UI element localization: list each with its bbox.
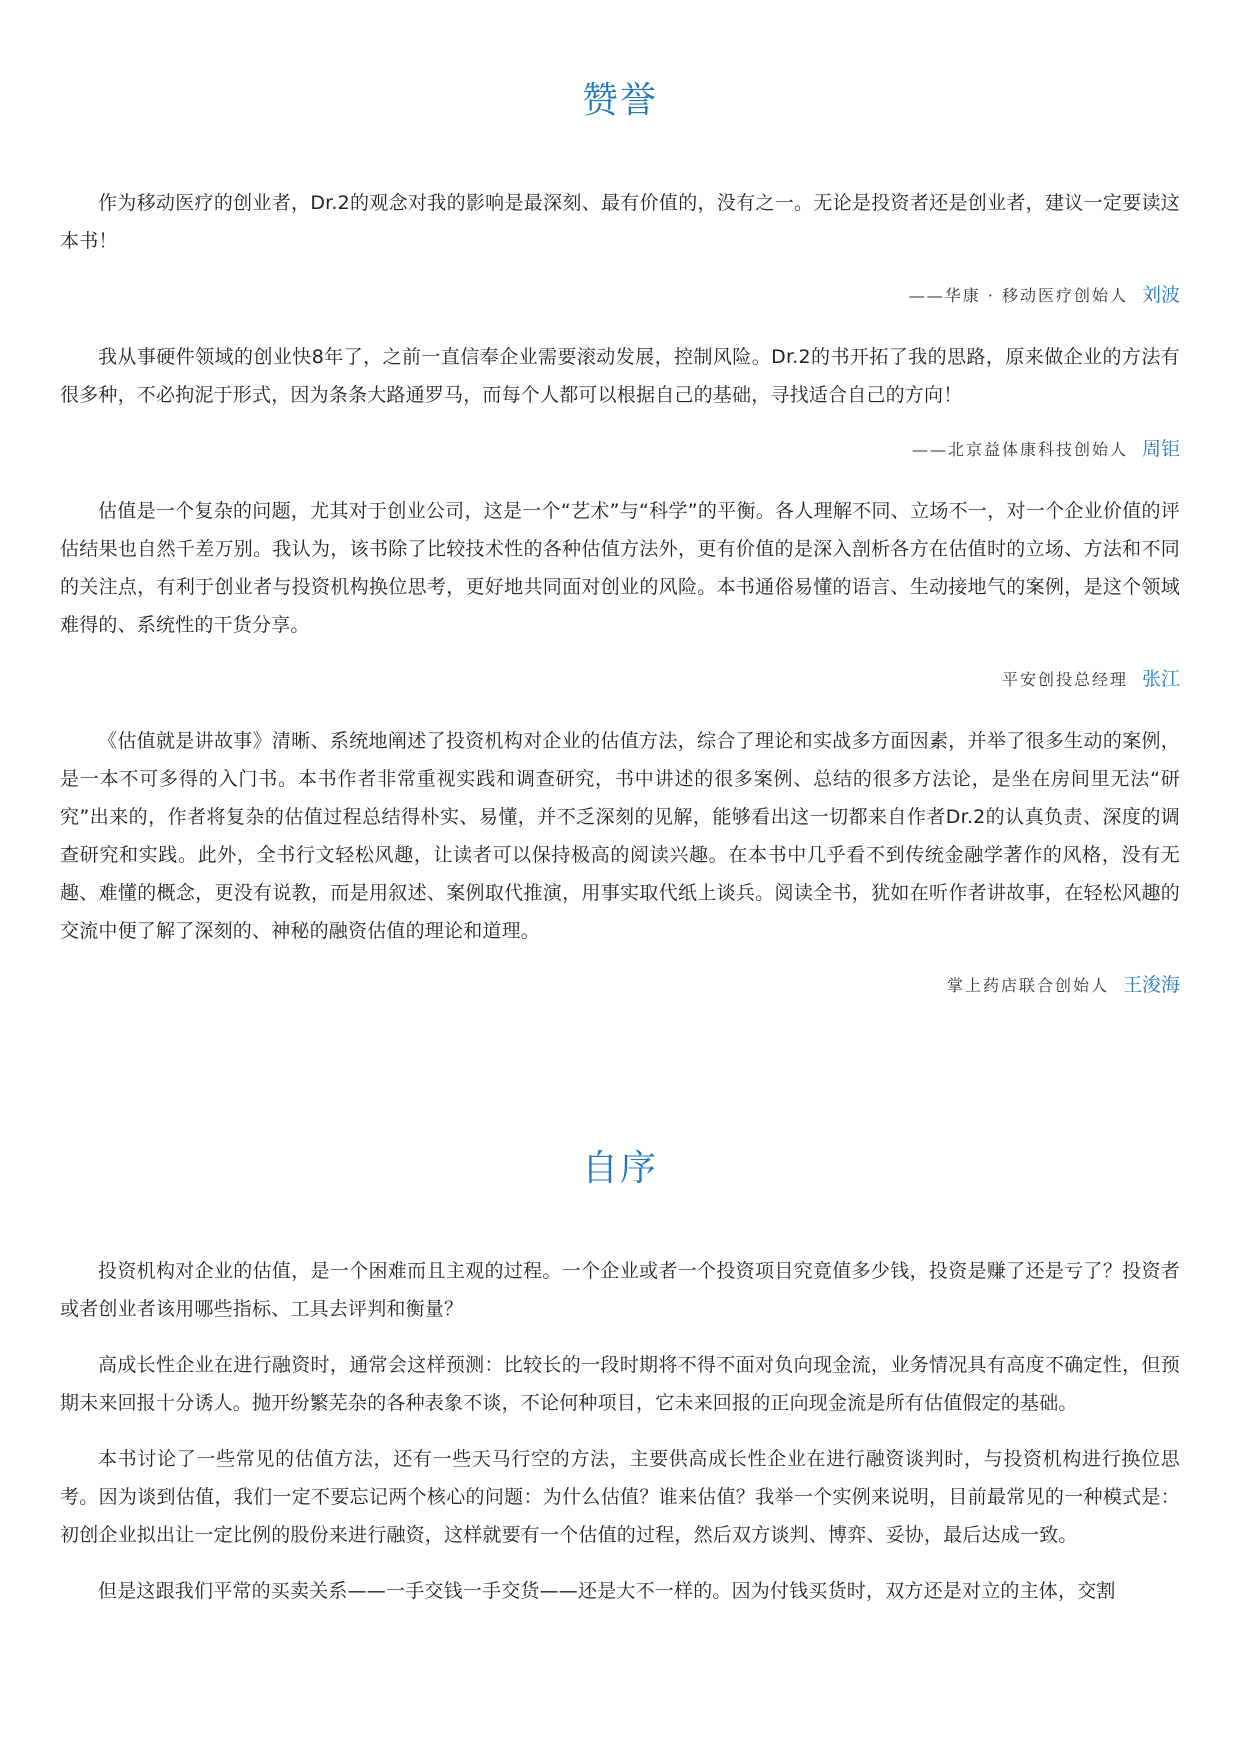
attribution-role: 掌上药店联合创始人 [946,976,1109,995]
preface-paragraph: 高成长性企业在进行融资时，通常会这样预测：比较长的一段时期将不得不面对负向现金流，业务情况具有高度不确定性，但预期未来回报十分诱人。抛开纷繁芜杂的各种表象不谈，不论何种项目，它未来回报的正向现金流是所有估值假定的基础。 [60,1354,1180,1414]
praise-entry [60,722,1180,1002]
praise-entry [60,492,1180,696]
attribution-role: ——华康 · 移动医疗创始人 [908,286,1128,305]
preface-paragraph: 投资机构对企业的估值，是一个困难而且主观的过程。一个企业或者一个投资项目究竟值多少钱，投资是赚了还是亏了？投资者或者创业者该用哪些指标、工具去评判和衡量？ [60,1260,1180,1320]
praise-quote: 我从事硬件领域的创业快8年了，之前一直信奉企业需要滚动发展，控制风险。Dr.2的书开拓了我的思路，原来做企业的方法有很多种，不必拘泥于形式，因为条条大路通罗马，而每个人都可以根据自己的基础，寻找适合自己的方向！ [60,346,1180,406]
praise-entry [60,338,1180,466]
preface-section-title: 自序 [581,1148,658,1189]
section-spacer [60,1028,1180,1140]
praise-attribution [60,662,1180,696]
attribution-name: 周钜 [1141,438,1180,460]
attribution-name: 刘波 [1141,284,1180,306]
preface-paragraph: 本书讨论了一些常见的估值方法，还有一些天马行空的方法，主要供高成长性企业在进行融资谈判时，与投资机构进行换位思考。因为谈到估值，我们一定不要忘记两个核心的问题：为什么估值？谁来估值？我举一个实例来说明，目前最常见的一种模式是：初创企业拟出让一定比例的股份来进行融资，这样就要有一个估值的过程，然后双方谈判、博弈、妥协，最后达成一致。 [60,1448,1180,1546]
praise-quote: 估值是一个复杂的问题，尤其对于创业公司，这是一个“艺术”与“科学”的平衡。各人理解不同、立场不一，对一个企业价值的评估结果也自然千差万别。我认为，该书除了比较技术性的各种估值方法外，更有价值的是深入剖析各方在估值时的立场、方法和不同的关注点，有利于创业者与投资机构换位思考，更好地共同面对创业的风险。本书通俗易懂的语言、生动接地气的案例，是这个领域难得的、系统性的干货分享。 [60,500,1180,636]
praise-attribution [60,432,1180,466]
attribution-role: 平安创投总经理 [1001,670,1128,689]
praise-entry [60,184,1180,312]
praise-attribution [60,278,1180,312]
praise-quote: 《估值就是讲故事》清晰、系统地阐述了投资机构对企业的估值方法，综合了理论和实战多方面因素，并举了很多生动的案例，是一本不可多得的入门书。本书作者非常重视实践和调查研究，书中讲述的很多案例、总结的很多方法论，是坐在房间里无法“研究”出来的，作者将复杂的估值过程总结得朴实、易懂，并不乏深刻的见解，能够看出这一切都来自作者Dr.2的认真负责、深度的调查研究和实践。此外，全书行文轻松风趣，让读者可以保持极高的阅读兴趣。在本书中几乎看不到传统金融学著作的风格，没有无趣、难懂的概念，更没有说教，而是用叙述、案例取代推演，用事实取代纸上谈兵。阅读全书，犹如在听作者讲故事，在轻松风趣的交流中便了解了深刻的、神秘的融资估值的理论和道理。 [60,730,1180,942]
attribution-role: ——北京益体康科技创始人 [911,440,1128,459]
preface-paragraph: 但是这跟我们平常的买卖关系——一手交钱一手交货——还是大不一样的。因为付钱买货时，双方还是对立的主体，交割 [98,1580,1116,1602]
praise-section-title: 赞誉 [581,80,658,121]
praise-quote: 作为移动医疗的创业者，Dr.2的观念对我的影响是最深刻、最有价值的，没有之一。无论是投资者还是创业者，建议一定要读这本书！ [60,192,1180,252]
praise-attribution [60,968,1180,1002]
attribution-name: 张江 [1141,668,1180,690]
attribution-name: 王浚海 [1122,974,1180,996]
